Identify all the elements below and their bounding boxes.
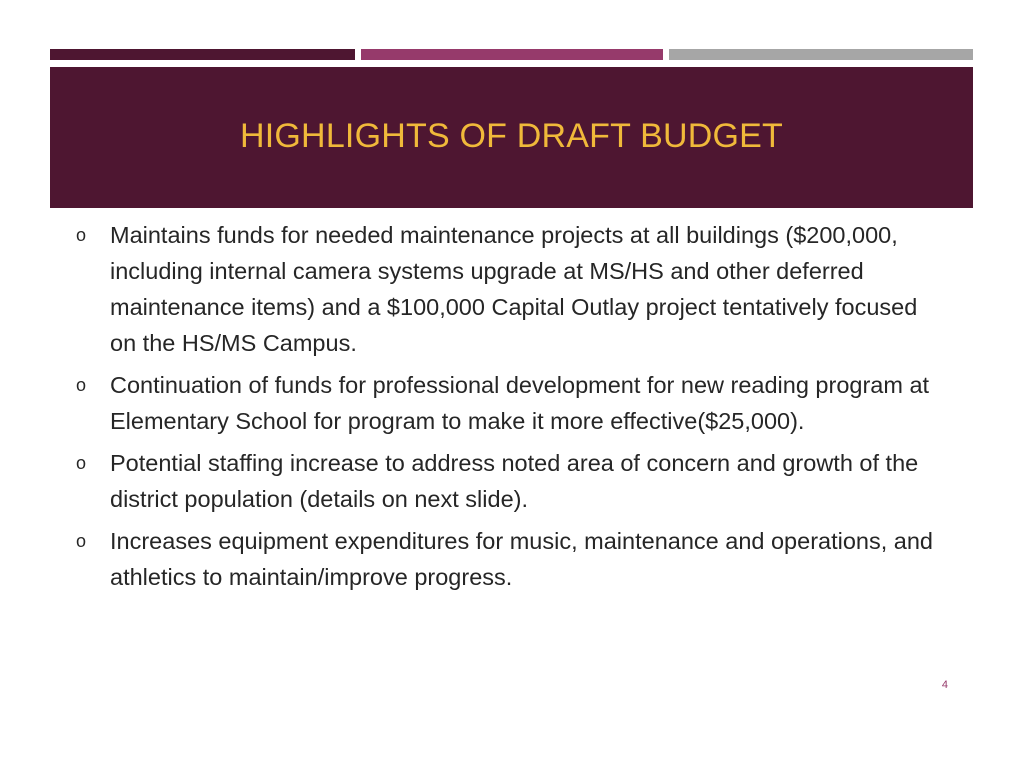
bullet-text: Continuation of funds for professional development for new reading program at Elementary School for program to make it more effective($25,000). (110, 372, 930, 434)
bullet-marker-icon: o (76, 531, 87, 551)
bullet-item (68, 217, 948, 361)
bullet-marker-icon: o (76, 225, 87, 245)
bullet-marker-icon: o (76, 453, 87, 473)
bullet-text: Potential staffing increase to address noted area of concern and growth of the district population (details on next slide). (110, 450, 919, 512)
bullet-item (68, 523, 948, 595)
slide-title: HIGHLIGHTS OF DRAFT BUDGET (240, 117, 783, 155)
bullet-text: Increases equipment expenditures for music, maintenance and operations, and athletics to maintain/improve progress. (110, 528, 933, 590)
accent-bar-magenta (361, 49, 663, 60)
bullet-item (68, 445, 948, 517)
bullet-item (68, 367, 948, 439)
accent-bar-dark (50, 49, 355, 60)
bullet-list (68, 217, 948, 601)
bullet-marker-icon: o (76, 375, 87, 395)
title-band (50, 67, 973, 208)
accent-bar-gray (669, 49, 973, 60)
slide-number: 4 (941, 679, 948, 691)
bullet-text: Maintains funds for needed maintenance projects at all buildings ($200,000, including internal camera systems upgrade at MS/HS and other deferred maintenance items) and a $100,000 Capital Outlay project tentatively focused on the HS/MS Campus. (110, 222, 918, 356)
